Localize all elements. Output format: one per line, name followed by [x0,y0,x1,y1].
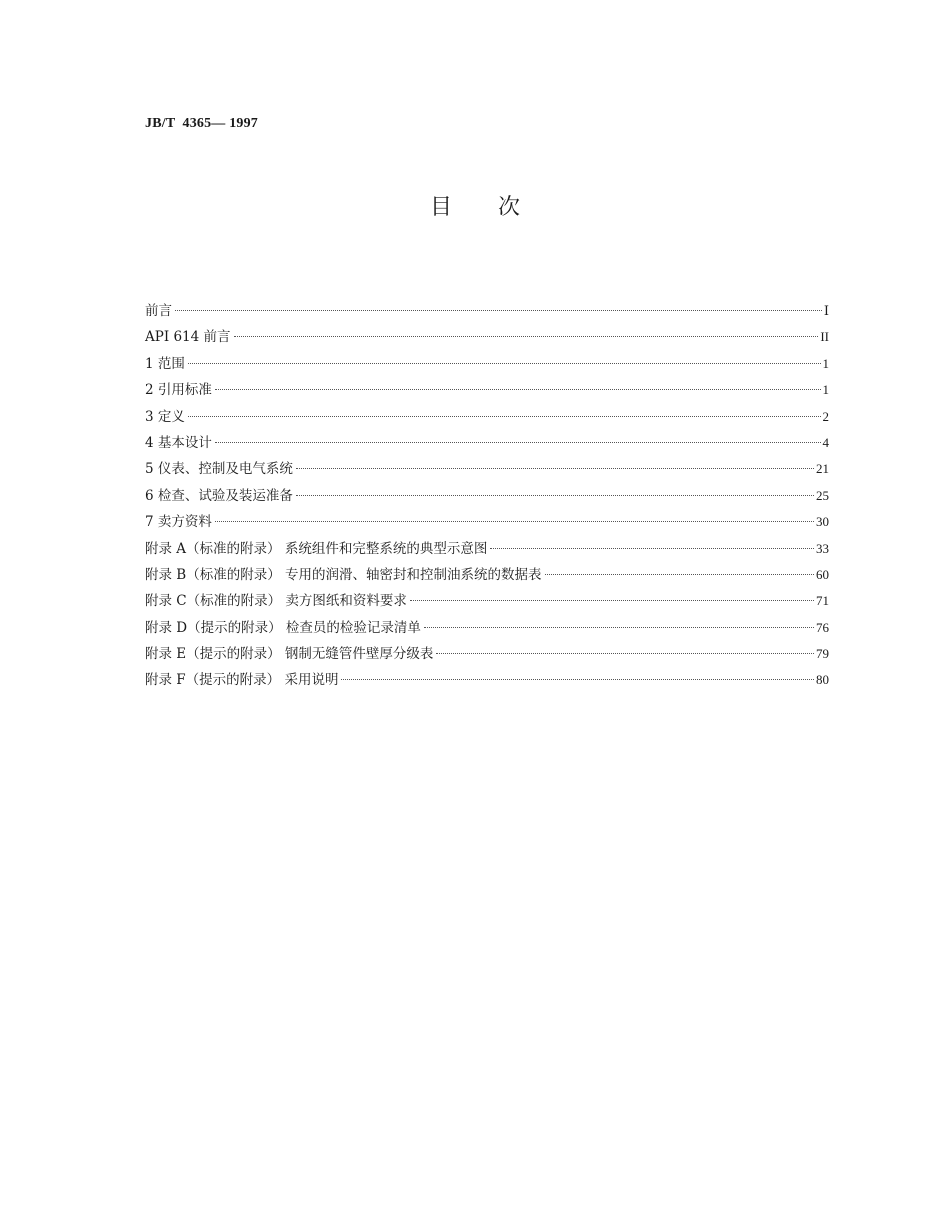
toc-page-number: 25 [816,487,829,503]
toc-page-number: 60 [816,566,829,582]
toc-dot-leader [410,600,814,601]
toc-title [0,194,950,222]
toc-title-char-2: 次 [498,195,521,220]
toc-page-number: 30 [816,514,829,530]
table-of-contents [145,298,829,694]
toc-dot-leader [424,627,814,628]
toc-entry-appendix-f[interactable] [145,667,829,693]
toc-entry-references[interactable] [145,377,829,403]
toc-page-number: 76 [816,619,829,635]
toc-entry-vendor-data[interactable] [145,509,829,535]
toc-page-number: 71 [816,593,829,609]
standard-number: JB/T 4365— 1997 [145,116,259,131]
toc-dot-leader [215,442,821,443]
toc-dot-leader [296,468,814,469]
toc-entry-label: 4 基本设计 [145,434,212,451]
toc-page-number: 80 [816,672,829,688]
toc-page-number: 4 [822,434,829,450]
toc-entry-appendix-d[interactable] [145,615,829,641]
toc-entry-label: 前言 [145,303,172,319]
toc-entry-label: API 614 前言 [145,329,231,346]
toc-dot-leader [341,679,814,680]
toc-entry-label: 5 仪表、控制及电气系统 [145,461,293,478]
toc-page-number: 1 [822,355,829,371]
toc-entry-appendix-e[interactable] [145,641,829,667]
toc-dot-leader [296,495,814,496]
toc-entry-label: 7 卖方资料 [145,514,212,531]
toc-entry-scope[interactable] [145,351,829,377]
toc-page-number: 79 [816,646,829,662]
toc-dot-leader [234,336,819,337]
toc-entry-label: 附录 D（提示的附录） 检查员的检验记录清单 [145,619,421,636]
toc-dot-leader [490,548,814,549]
toc-title-char-1: 目 [429,195,452,220]
toc-page-number: II [820,329,829,345]
toc-entry-label: 附录 E（提示的附录） 钢制无缝管件壁厚分级表 [145,646,434,663]
toc-entry-basic-design[interactable] [145,430,829,456]
toc-entry-label: 6 检查、试验及装运准备 [145,487,293,504]
toc-dot-leader [188,416,821,417]
toc-page-number: 21 [816,461,829,477]
toc-entry-foreword[interactable] [145,298,829,324]
toc-entry-label: 2 引用标准 [145,382,212,399]
toc-page-number: 1 [822,382,829,398]
toc-entry-appendix-c[interactable] [145,588,829,614]
toc-entry-label: 1 范围 [145,355,185,372]
toc-dot-leader [436,653,814,654]
toc-entry-appendix-a[interactable] [145,536,829,562]
toc-entry-definitions[interactable] [145,404,829,430]
toc-entry-label: 附录 A（标准的附录） 系统组件和完整系统的典型示意图 [145,540,488,557]
toc-page-number: 2 [822,408,829,424]
toc-entry-api614-foreword[interactable] [145,324,829,350]
toc-dot-leader [188,363,821,364]
toc-entry-appendix-b[interactable] [145,562,829,588]
toc-page-number: 33 [816,540,829,556]
toc-page-number: Ⅰ [823,303,829,318]
toc-entry-label: 3 定义 [145,408,185,425]
toc-dot-leader [215,521,814,522]
toc-entry-instrumentation[interactable] [145,456,829,482]
toc-entry-label: 附录 B（标准的附录） 专用的润滑、轴密封和控制油系统的数据表 [145,566,542,583]
toc-entry-label: 附录 F（提示的附录） 采用说明 [145,672,339,689]
toc-dot-leader [175,310,822,311]
toc-dot-leader [215,389,821,390]
toc-entry-label: 附录 C（标准的附录） 卖方图纸和资料要求 [145,593,407,610]
toc-dot-leader [545,574,814,575]
toc-entry-inspection[interactable] [145,483,829,509]
